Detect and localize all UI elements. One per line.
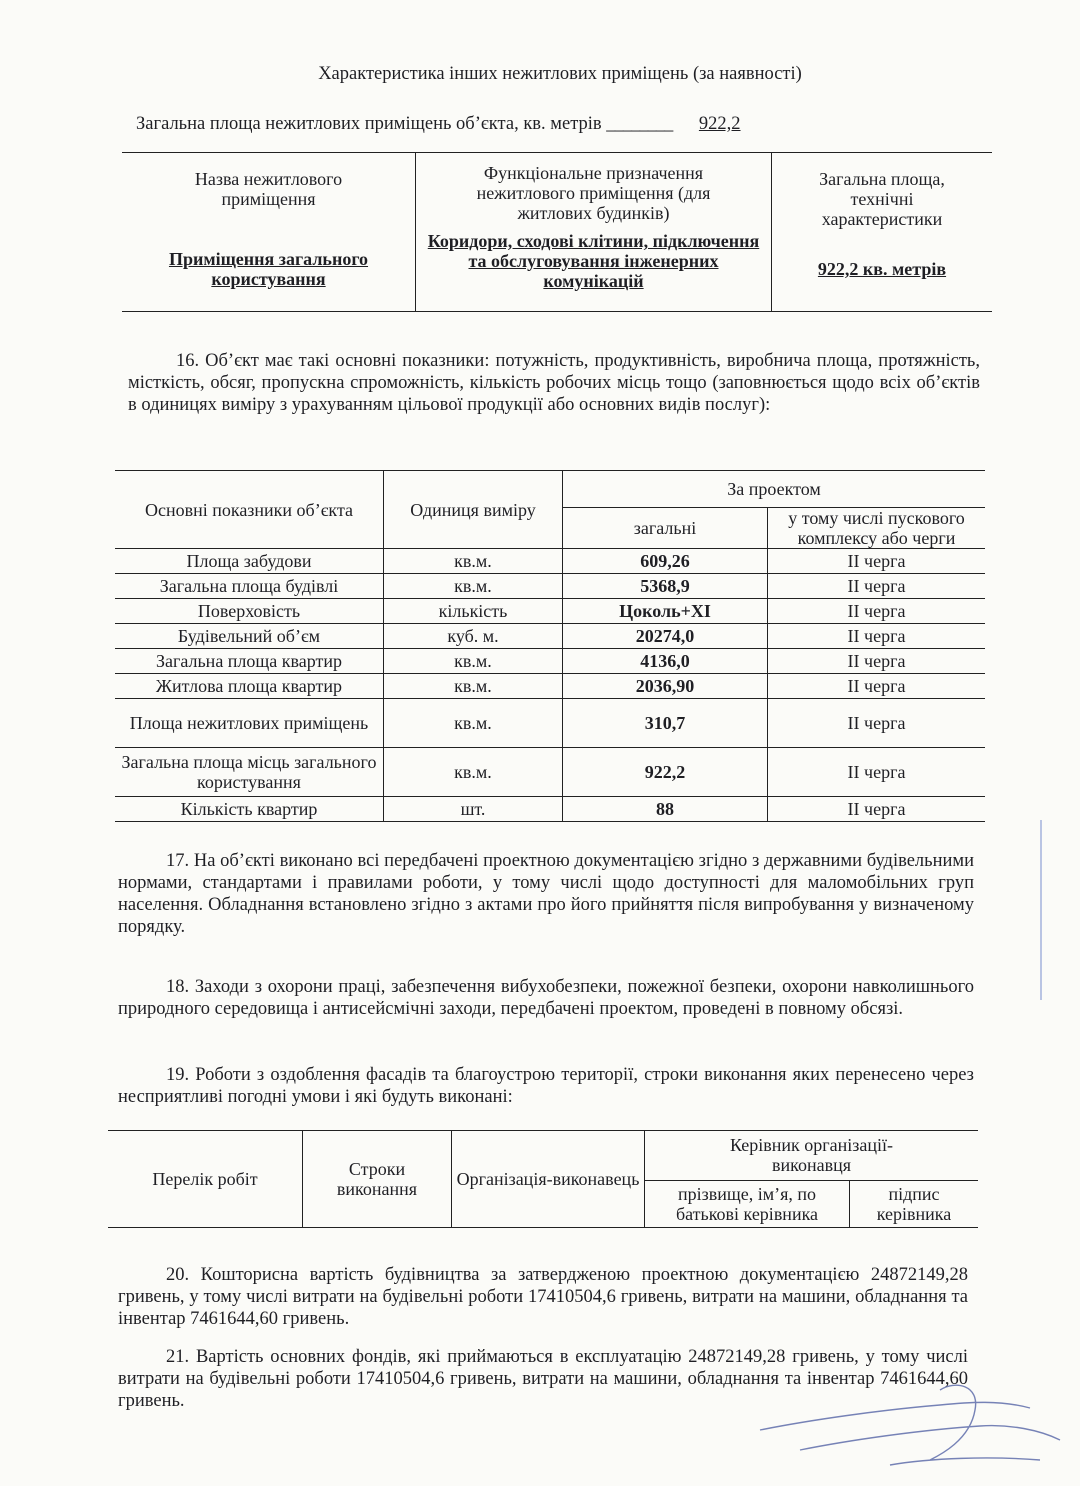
indicators-table (115, 470, 985, 822)
t2-cell-unit: кількість (384, 599, 563, 624)
table-row (115, 599, 985, 624)
paragraph-16: 16. Об’єкт має такі основні показники: потужність, продуктивність, виробнича площа, протяжність, місткість, обсяг, пропускна спроможність, кількість робочих місць тощо (заповнюється щодо всіх об’єктів в одиницях виміру з урахуванням цільової продукції або основних видів послуг): (128, 351, 980, 415)
postponed-works-table (108, 1130, 978, 1228)
t1-col-name (122, 153, 416, 312)
table-row (115, 649, 985, 674)
t3-header-org: Організація-виконавець (452, 1131, 645, 1228)
t2-cell-launch: ІІ черга (768, 649, 986, 674)
t2-cell-name: Загальна площа квартир (115, 649, 384, 674)
t2-cell-total: 5368,9 (563, 574, 768, 599)
t2-header-launch: у тому числі пускового комплексу або черги (768, 508, 986, 549)
t2-cell-launch: ІІ черга (768, 748, 986, 797)
t2-cell-launch: ІІ черга (768, 797, 986, 822)
t2-cell-name: Будівельний об’єм (115, 624, 384, 649)
paragraph-21: 21. Вартість основних фондів, які приймаються в експлуатацію 24872149,28 гривень, у тому числі витрати на будівельні роботи 17410504,6 гривень, витрати на машини, обладнання та інвентар 7461644,60 гривень. (118, 1347, 968, 1411)
t2-cell-launch: ІІ черга (768, 674, 986, 699)
paragraph-19: 19. Роботи з оздоблення фасадів та благоустрою території, строки виконання яких перенесено через несприятливі погодні умови і які будуть виконані: (118, 1065, 974, 1107)
t2-cell-launch: ІІ черга (768, 549, 986, 574)
t3-header-head (645, 1131, 979, 1181)
table-row (115, 549, 985, 574)
total-area-blank: ________ (606, 114, 673, 134)
t2-cell-name: Загальна площа місць загального користування (115, 748, 384, 797)
t1-col-area (772, 153, 993, 312)
table-row (115, 674, 985, 699)
t3-header-sign (850, 1180, 979, 1228)
t2-cell-launch: ІІ черга (768, 574, 986, 599)
t2-header-project: За проектом (563, 471, 986, 508)
t2-cell-name: Кількість квартир (115, 797, 384, 822)
t2-cell-total: 4136,0 (563, 649, 768, 674)
page-title: Характеристика інших нежитлових приміщень (за наявності) (318, 64, 802, 84)
t2-cell-unit: шт. (384, 797, 563, 822)
t1-col-function (416, 153, 772, 312)
t2-cell-unit: кв.м. (384, 674, 563, 699)
table-row (115, 797, 985, 822)
t2-cell-unit: куб. м. (384, 624, 563, 649)
t3-header-works: Перелік робіт (108, 1131, 303, 1228)
t1-header-area: Загальна площа, технічні характеристики (819, 169, 945, 229)
t2-cell-total: 609,26 (563, 549, 768, 574)
stamp-mark (1040, 820, 1080, 1000)
t2-cell-name: Поверховість (115, 599, 384, 624)
total-area-value: 922,2 (698, 114, 741, 134)
t2-cell-total: Цоколь+ХІ (563, 599, 768, 624)
t2-cell-unit: кв.м. (384, 549, 563, 574)
t3-header-terms: Строки виконання (303, 1131, 452, 1228)
t2-cell-total: 88 (563, 797, 768, 822)
t2-header-unit: Одиниця виміру (384, 471, 563, 549)
table-row (115, 748, 985, 797)
t2-cell-launch: ІІ черга (768, 699, 986, 748)
t1-value-function: Коридори, сходові клітини, підключення та обслуговування інженерних комунікацій (427, 231, 760, 291)
t1-header-name: Назва нежитлового приміщення (194, 169, 343, 209)
t2-cell-name: Площа нежитлових приміщень (115, 699, 384, 748)
signature-scribble (740, 1360, 1070, 1480)
t2-cell-unit: кв.м. (384, 649, 563, 674)
total-area-line (136, 114, 743, 135)
t2-cell-total: 20274,0 (563, 624, 768, 649)
t2-header-indicators: Основні показники об’єкта (115, 471, 384, 549)
table-row (115, 624, 985, 649)
t2-rows (115, 549, 985, 822)
t2-cell-name: Площа забудови (115, 549, 384, 574)
total-area-label: Загальна площа нежитлових приміщень об’єкта, кв. метрів (136, 114, 602, 134)
t1-value-name: Приміщення загального користування (168, 249, 369, 289)
t2-header-total: загальні (563, 508, 768, 549)
t2-cell-total: 310,7 (563, 699, 768, 748)
t2-cell-name: Житлова площа квартир (115, 674, 384, 699)
t2-cell-unit: кв.м. (384, 574, 563, 599)
table-row (115, 574, 985, 599)
t2-cell-total: 2036,90 (563, 674, 768, 699)
t1-header-function: Функціональне призначення нежитлового приміщення (для житлових будинків) (476, 163, 711, 223)
table-row (115, 699, 985, 748)
t2-cell-launch: ІІ черга (768, 599, 986, 624)
paragraph-20: 20. Кошторисна вартість будівництва за затвердженою проектною документацією 24872149,28 гривень, у тому числі витрати на будівельні роботи 17410504,6 гривень, витрати на машини, обладнання та інвентар 7461644,60 гривень. (118, 1265, 968, 1329)
t2-cell-name: Загальна площа будівлі (115, 574, 384, 599)
t2-cell-launch: ІІ черга (768, 624, 986, 649)
t2-cell-total: 922,2 (563, 748, 768, 797)
non-residential-table (122, 152, 992, 312)
t3-header-sign-text: підпис керівника (876, 1183, 952, 1224)
paragraph-17: 17. На об’єкті виконано всі передбачені проектною документацією згідно з державними будівельними нормами, стандартами і правилами роботи, у тому числі щодо доступності для маломобільних груп населення. Обладнання встановлено згідно з актами про його прийняття після випробування у визначеному порядку. (118, 851, 974, 937)
t3-header-head-text: Керівник організації-виконавця (729, 1135, 894, 1176)
paragraph-18: 18. Заходи з охорони праці, забезпечення вибухобезпеки, пожежної безпеки, охорони навколишнього природного середовища і антисейсмічні заходи, передбачені проектом, проведені в повному обсязі. (118, 977, 974, 1019)
t1-value-area: 922,2 кв. метрів (817, 259, 947, 279)
t3-header-name: прізвище, ім’я, по батькові керівника (645, 1180, 850, 1228)
t2-cell-unit: кв.м. (384, 748, 563, 797)
t2-cell-unit: кв.м. (384, 699, 563, 748)
